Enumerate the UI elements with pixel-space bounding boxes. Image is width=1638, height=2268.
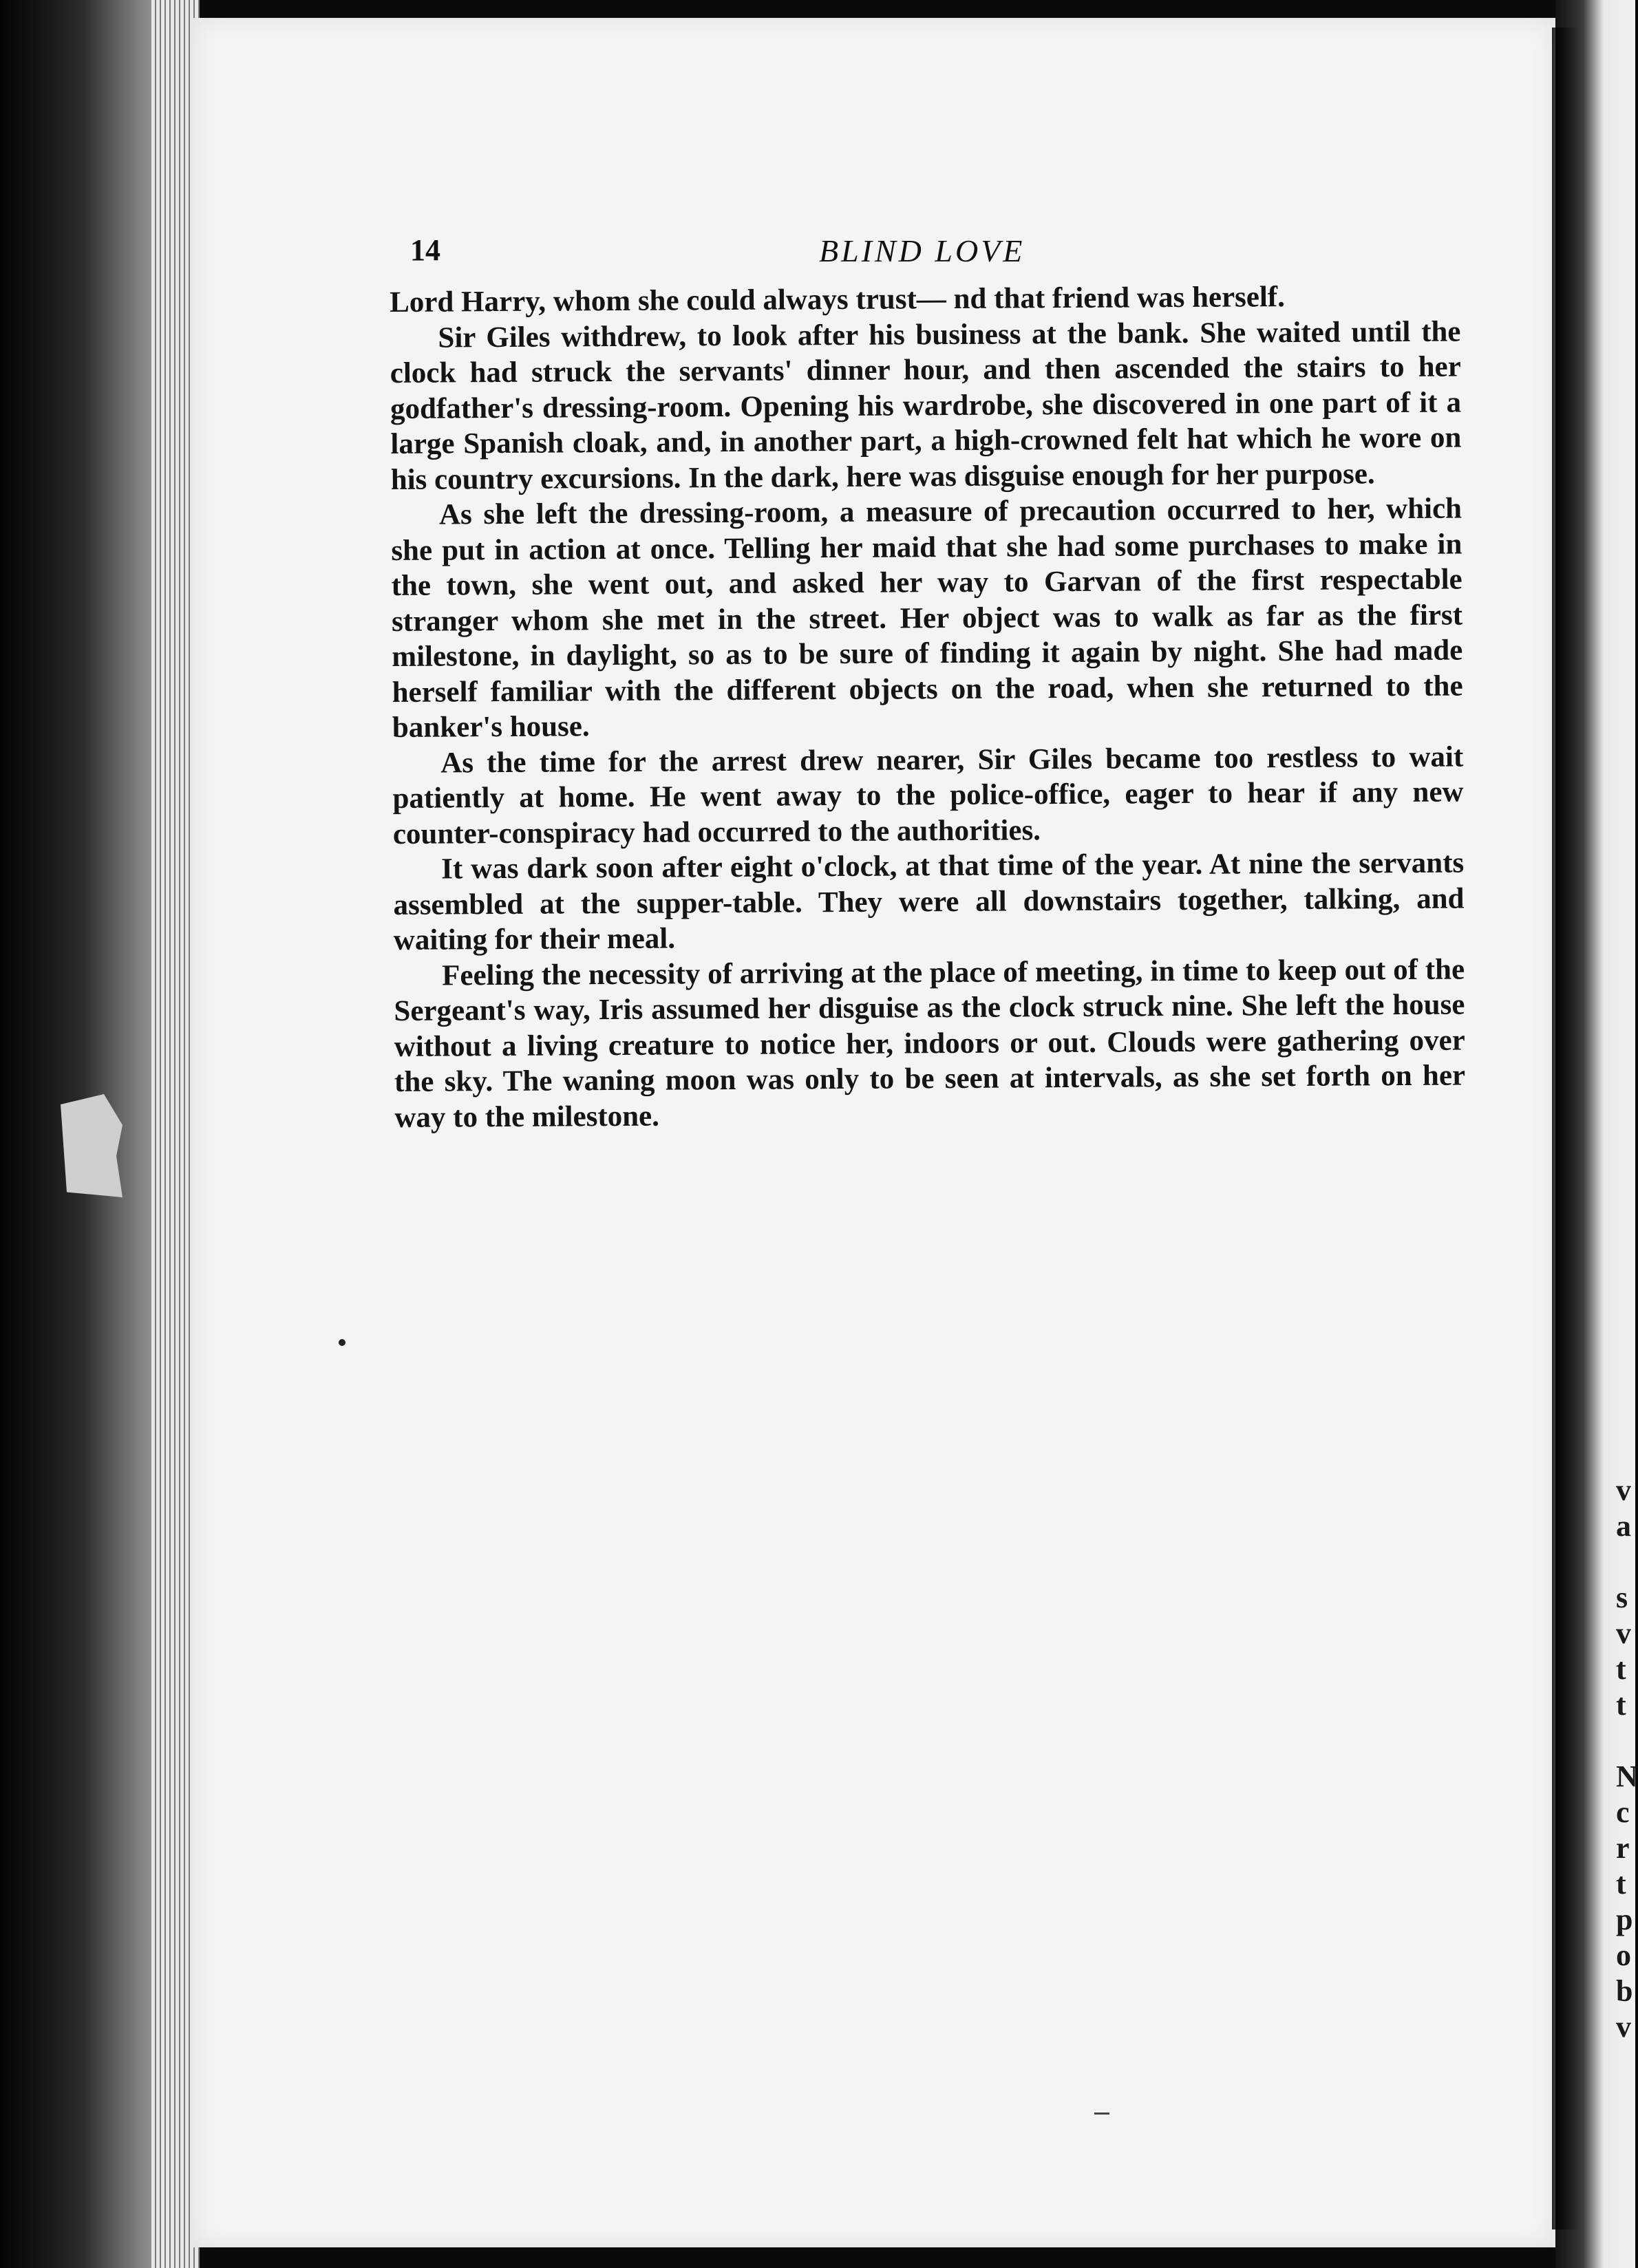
body-text: [390, 278, 1466, 1135]
paragraph: Sir Giles withdrew, to look after his business at the bank. She waited until the clock had struck the servants' dinner hour, and then ascended the stairs to her godfather's dressing-room. Opening his wardrobe, she discovered in one part of it a large Spanish cloak, and, in another part, a high-crowned felt hat which he wore on his country excursions. In the dark, here was disguise enough for her purpose.: [390, 314, 1462, 496]
torn-paper-tab: [61, 1094, 123, 1197]
paragraph: It was dark soon after eight o'clock, at that time of the year. At nine the servants assembled at the supper-table. They were all downstairs together, talking, and waiting for their meal.: [393, 846, 1465, 956]
paragraph: As the time for the arrest drew nearer, Sir Giles became too restless to wait patiently at home. He went away to the police-office, eager to hear if any new counter-conspiracy had occurred to the authorities.: [392, 740, 1464, 850]
page-number: 14: [410, 233, 440, 267]
stray-ink-mark: [1094, 2112, 1109, 2115]
ink-dot: [339, 1339, 345, 1346]
paragraph: As she left the dressing-room, a measure of precaution occurred to her, which she put in action at once. Telling her maid that she had some purchases to make in the town, she went out, and asked her way to Garvan of the first respectable stranger whom she met in the street. Her object was to walk as far as the first milestone, in daylight, so as to be sure of finding it again by night. She had made herself familiar with the different objects on the road, when she returned to the banker's house.: [391, 492, 1463, 744]
adjacent-page-text-fragment: v a s v t t N c r t p o b v: [1616, 1473, 1638, 2044]
running-head: BLIND LOVE: [819, 233, 1025, 268]
paragraph: Feeling the necessity of arriving at the place of meeting, in time to keep out of the Sergeant's way, Iris assumed her disguise as the clock struck nine. She left the house without a living creature to notice her, indoors or out. Clouds were gathering over the sky. The waning moon was only to be seen at intervals, as she set forth on her way to the milestone.: [394, 952, 1466, 1134]
gutter-shadow: [1552, 28, 1580, 2229]
paragraph: Lord Harry, whom she could always trust— nd that friend was herself.: [390, 281, 1286, 319]
